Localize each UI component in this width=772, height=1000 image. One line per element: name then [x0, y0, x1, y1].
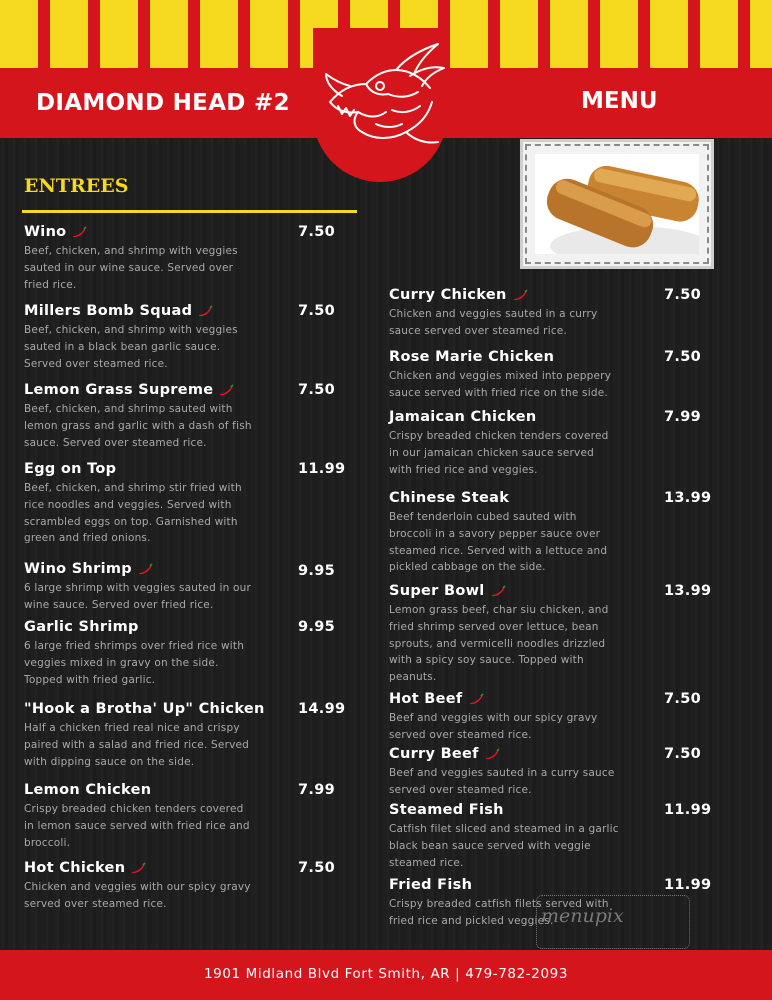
menu-item-name-text: Millers Bomb Squad [24, 303, 193, 319]
menu-item-price: 7.50 [664, 691, 701, 707]
menu-item-name [24, 860, 252, 876]
chili-pepper-icon [468, 693, 484, 705]
menu-item-name-text: Lemon Grass Supreme [24, 382, 214, 398]
footer-address: 1901 Midland Blvd Fort Smith, AR | 479-782-2093 [203, 966, 569, 982]
menu-item-price: 13.99 [664, 490, 712, 506]
menu-item-price: 7.99 [298, 782, 335, 798]
menu-item-name [24, 619, 252, 635]
chili-pepper-icon [490, 585, 506, 597]
chili-pepper-icon [71, 226, 87, 238]
menu-item-name [389, 802, 619, 818]
menu-item-name [389, 409, 619, 425]
menu-item-price: 7.50 [664, 349, 701, 365]
menu-item-price: 14.99 [298, 701, 346, 717]
menu-item-description: Beef, chicken, and shrimp with veggies sauted in our wine sauce. Served over fried rice. [24, 245, 238, 291]
menu-item-description: Beef, chicken, and shrimp with veggies sauted in a black bean garlic sauce. Served over steamed rice. [24, 324, 238, 370]
dragon-head-icon [322, 40, 448, 150]
menu-item-description: Crispy breaded chicken tenders covered in our jamaican chicken sauce served with fried rice and veggies. [389, 430, 609, 476]
menu-item [24, 303, 252, 372]
menu-item-name-text: Chinese Steak [389, 490, 510, 506]
chili-pepper-icon [484, 748, 500, 760]
menu-item-description: Crispy breaded catfish filets served with fried rice and pickled veggies. [389, 898, 609, 927]
egg-rolls-image [535, 154, 699, 254]
menu-item-price: 7.50 [298, 860, 335, 876]
menu-item-description: Crispy breaded chicken tenders covered in lemon sauce served with fried rice and broccoli. [24, 803, 250, 849]
menu-item-description: Beef, chicken, and shrimp sauted with lemon grass and garlic with a dash of fish sauce. Served over steamed rice. [24, 403, 252, 449]
menu-item-price: 13.99 [664, 583, 712, 599]
menu-item-price: 9.95 [298, 619, 335, 635]
menu-item-name-text: Super Bowl [389, 583, 485, 599]
menu-item [24, 461, 252, 547]
menu-item-price: 7.50 [298, 224, 335, 240]
menu-item-price: 11.99 [664, 877, 712, 893]
menu-item-name [389, 583, 619, 599]
menu-item [24, 860, 252, 913]
menu-item-name [24, 561, 252, 577]
menu-item-description: 6 large fried shrimps over fried rice with veggies mixed in gravy on the side. Topped with fried garlic. [24, 640, 245, 686]
menu-item-name [24, 224, 252, 240]
menu-item-name [389, 691, 619, 707]
menu-item-description: Beef and veggies sauted in a curry sauce served over steamed rice. [389, 767, 615, 796]
menu-item-name-text: Rose Marie Chicken [389, 349, 555, 365]
menu-item-name-text: "Hook a Brotha' Up" Chicken [24, 701, 265, 717]
menu-item-name-text: Hot Beef [389, 691, 463, 707]
menu-item-name [24, 461, 252, 477]
menu-item-price: 7.50 [298, 382, 335, 398]
menu-item [24, 224, 252, 293]
menu-item-name [24, 782, 252, 798]
menu-item-description: Lemon grass beef, char siu chicken, and fried shrimp served over lettuce, bean sprouts, and vermicelli noodles drizzled with a spicy soy sauce. Topped with peanuts. [389, 604, 609, 684]
menu-item [24, 701, 265, 770]
menu-item-description: Chicken and veggies sauted in a curry sauce served over steamed rice. [389, 308, 598, 337]
menu-item-price: 11.99 [664, 802, 712, 818]
menu-item-name [389, 349, 619, 365]
chili-pepper-icon [197, 305, 213, 317]
egg-roll-photo [520, 139, 714, 269]
menu-item-name-text: Wino [24, 224, 67, 240]
menu-item-name [389, 287, 619, 303]
menu-item-price: 7.50 [664, 746, 701, 762]
menu-item-name [24, 382, 252, 398]
chili-pepper-icon [512, 289, 528, 301]
menu-item-name-text: Hot Chicken [24, 860, 126, 876]
menu-item [389, 691, 619, 744]
menu-item-name-text: Lemon Chicken [24, 782, 152, 798]
menu-item [24, 382, 252, 451]
menu-item-name-text: Curry Beef [389, 746, 479, 762]
menu-item [24, 561, 252, 614]
menu-item-description: Beef and veggies with our spicy gravy served over steamed rice. [389, 712, 598, 741]
menu-item-price: 7.99 [664, 409, 701, 425]
menu-item [389, 490, 619, 576]
menu-item-name [389, 746, 619, 762]
menu-item-description: Chicken and veggies mixed into peppery sauce served with fried rice on the side. [389, 370, 612, 399]
menu-item-name-text: Steamed Fish [389, 802, 504, 818]
menu-item-name-text: Jamaican Chicken [389, 409, 537, 425]
photo-image [535, 154, 699, 254]
menu-item-price: 7.50 [298, 303, 335, 319]
menu-item-description: 6 large shrimp with veggies sauted in our wine sauce. Served over fried rice. [24, 582, 252, 611]
menu-item-name-text: Egg on Top [24, 461, 117, 477]
menu-item-name [24, 303, 252, 319]
menu-item [24, 782, 252, 851]
menu-item-name [389, 877, 619, 893]
menu-item [389, 583, 619, 686]
menu-item-description: Half a chicken fried real nice and crispy paired with a salad and fried rice. Served with dipping sauce on the side. [24, 722, 250, 768]
menu-item-price: 11.99 [298, 461, 346, 477]
menu-item-name-text: Fried Fish [389, 877, 473, 893]
menu-item [389, 802, 619, 871]
menu-item-description: Beef tenderloin cubed sauted with broccoli in a savory pepper sauce over steamed rice. Served with a lettuce and pickled cabbage on the side. [389, 511, 608, 574]
chili-pepper-icon [218, 384, 234, 396]
watermark: menupix [541, 905, 624, 927]
menu-item [24, 619, 252, 688]
menu-heading: MENU [581, 88, 658, 114]
menu-item [389, 746, 619, 799]
menu-item-description: Catfish filet sliced and steamed in a garlic black bean sauce served with veggie steamed rice. [389, 823, 619, 869]
menu-item-price: 9.95 [298, 563, 335, 579]
restaurant-name: DIAMOND HEAD #2 [36, 90, 290, 116]
menu-item-name [389, 490, 619, 506]
chili-pepper-icon [130, 862, 146, 874]
section-title-entrees: ENTREES [24, 175, 129, 197]
menu-item-name-text: Curry Chicken [389, 287, 507, 303]
section-divider [22, 210, 357, 213]
chili-pepper-icon [137, 563, 153, 575]
menu-item-description: Beef, chicken, and shrimp stir fried with rice noodles and veggies. Served with scrambled eggs on top. Garnished with green and fried onions. [24, 482, 242, 545]
menu-item-name [24, 701, 265, 717]
menu-item [389, 409, 619, 478]
menu-item-description: Chicken and veggies with our spicy gravy served over steamed rice. [24, 881, 251, 910]
menu-item [389, 349, 619, 402]
menu-item-price: 7.50 [664, 287, 701, 303]
menu-item-name-text: Wino Shrimp [24, 561, 132, 577]
menu-item-name-text: Garlic Shrimp [24, 619, 139, 635]
menu-item [389, 287, 619, 340]
